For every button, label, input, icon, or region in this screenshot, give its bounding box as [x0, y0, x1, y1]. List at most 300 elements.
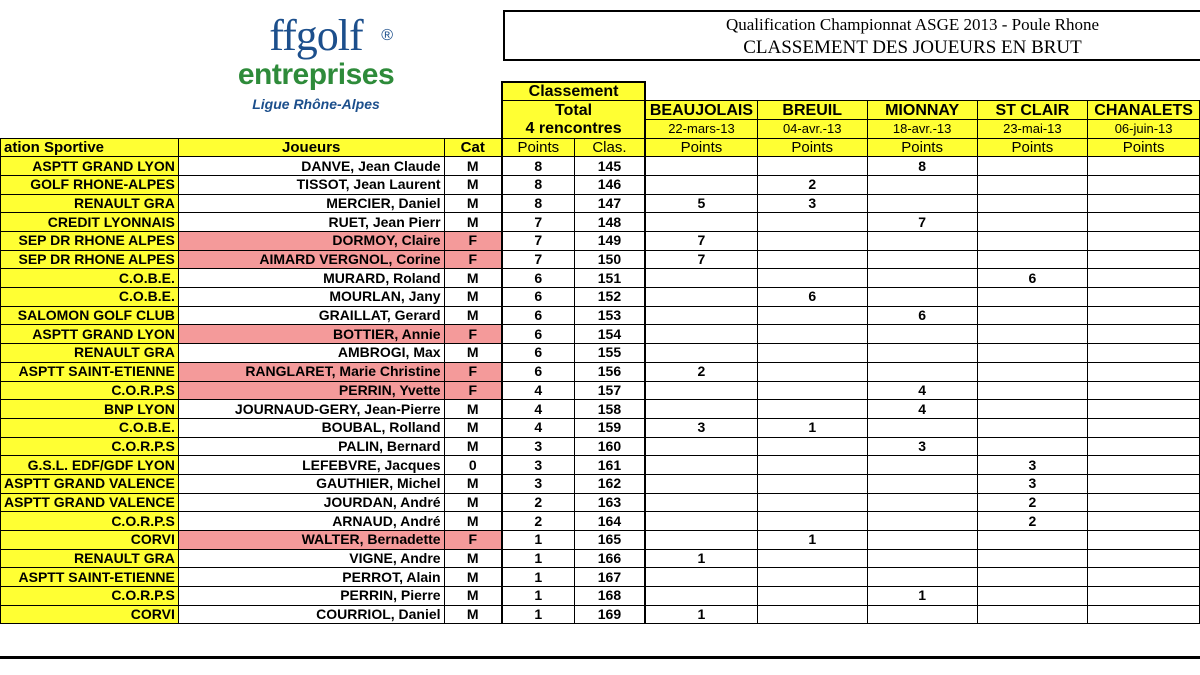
event-points-cell: 1 [645, 605, 757, 624]
asso-cell: ASPTT GRAND LYON [1, 157, 179, 176]
event-points-cell [757, 400, 867, 419]
player-name-cell: RUET, Jean Pierr [178, 213, 444, 232]
event-points-cell: 2 [977, 512, 1088, 531]
event-points-cell [867, 474, 977, 493]
total-points-cell: 2 [502, 493, 574, 512]
event-points-cell [867, 325, 977, 344]
asso-cell: BNP LYON [1, 400, 179, 419]
category-cell: M [444, 306, 502, 325]
rank-cell: 153 [574, 306, 645, 325]
asso-cell: C.O.R.P.S [1, 512, 179, 531]
event-points-cell [977, 568, 1088, 587]
asso-cell: CORVI [1, 531, 179, 550]
event-points-cell [757, 344, 867, 363]
category-cell: F [444, 362, 502, 381]
event-breuil-header: BREUIL [757, 101, 867, 120]
event-points-header: Points [757, 138, 867, 157]
total-points-cell: 6 [502, 344, 574, 363]
rank-cell: 165 [574, 531, 645, 550]
total-points-cell: 4 [502, 381, 574, 400]
event-points-cell [757, 269, 867, 288]
rank-cell: 169 [574, 605, 645, 624]
total-points-cell: 1 [502, 605, 574, 624]
cat-column-header: Cat [444, 138, 502, 157]
event-points-cell [757, 549, 867, 568]
event-date: 06-juin-13 [1088, 119, 1200, 138]
table-row [1, 325, 1200, 344]
category-cell: F [444, 325, 502, 344]
ranking-table [0, 81, 1200, 624]
event-points-cell [645, 474, 757, 493]
event-points-cell: 3 [645, 418, 757, 437]
total-header: Total [502, 101, 645, 120]
player-name-cell: ARNAUD, André [178, 512, 444, 531]
event-stclair-header: ST CLAIR [977, 101, 1088, 120]
table-row [1, 175, 1200, 194]
header-row-4 [1, 138, 1200, 157]
category-cell: 0 [444, 456, 502, 475]
event-points-cell [645, 568, 757, 587]
category-cell: M [444, 194, 502, 213]
event-points-cell: 3 [867, 437, 977, 456]
event-points-cell: 3 [977, 474, 1088, 493]
event-points-cell: 6 [757, 288, 867, 307]
table-row [1, 418, 1200, 437]
event-points-cell [645, 493, 757, 512]
asso-cell: ASPTT SAINT-ETIENNE [1, 362, 179, 381]
event-points-cell [867, 493, 977, 512]
event-points-cell: 7 [645, 250, 757, 269]
event-mionnay-header: MIONNAY [867, 101, 977, 120]
event-points-cell [977, 232, 1088, 251]
asso-cell: C.O.B.E. [1, 418, 179, 437]
rank-cell: 145 [574, 157, 645, 176]
event-points-cell [977, 325, 1088, 344]
category-cell: M [444, 418, 502, 437]
event-date: 23-mai-13 [977, 119, 1088, 138]
event-points-cell [977, 306, 1088, 325]
total-points-cell: 1 [502, 531, 574, 550]
total-points-cell: 3 [502, 474, 574, 493]
event-points-cell [1088, 531, 1200, 550]
logo-registered-mark: ® [381, 27, 392, 44]
event-points-cell [757, 250, 867, 269]
event-points-cell [867, 175, 977, 194]
event-points-cell [977, 549, 1088, 568]
player-name-cell: PERROT, Alain [178, 568, 444, 587]
page-subtitle: CLASSEMENT DES JOUEURS EN BRUT [743, 37, 1082, 58]
event-points-cell [645, 344, 757, 363]
event-points-cell [1088, 418, 1200, 437]
player-name-cell: LEFEBVRE, Jacques [178, 456, 444, 475]
total-points-cell: 1 [502, 568, 574, 587]
event-beaujolais-header: BEAUJOLAIS [645, 101, 757, 120]
event-points-cell [977, 587, 1088, 606]
total-points-cell: 7 [502, 250, 574, 269]
event-points-cell: 1 [867, 587, 977, 606]
category-cell: M [444, 474, 502, 493]
category-cell: M [444, 549, 502, 568]
event-points-cell [645, 269, 757, 288]
asso-cell: C.O.R.P.S [1, 381, 179, 400]
asso-cell: CREDIT LYONNAIS [1, 213, 179, 232]
rank-cell: 155 [574, 344, 645, 363]
category-cell: M [444, 400, 502, 419]
category-cell: M [444, 157, 502, 176]
event-points-cell [977, 437, 1088, 456]
asso-cell: GOLF RHONE-ALPES [1, 175, 179, 194]
event-points-cell [645, 456, 757, 475]
event-points-cell [867, 456, 977, 475]
event-points-cell [1088, 157, 1200, 176]
event-points-header: Points [645, 138, 757, 157]
event-points-cell [1088, 213, 1200, 232]
category-cell: F [444, 232, 502, 251]
rank-cell: 166 [574, 549, 645, 568]
table-row [1, 362, 1200, 381]
event-date: 04-avr.-13 [757, 119, 867, 138]
event-points-cell [867, 568, 977, 587]
event-points-cell: 2 [977, 493, 1088, 512]
event-points-cell [645, 531, 757, 550]
asso-cell: ASPTT GRAND VALENCE [1, 474, 179, 493]
player-name-cell: TISSOT, Jean Laurent [178, 175, 444, 194]
category-cell: M [444, 344, 502, 363]
classement-header: Classement [502, 82, 645, 101]
event-points-cell [977, 418, 1088, 437]
event-points-cell [757, 493, 867, 512]
event-points-cell: 2 [757, 175, 867, 194]
total-points-cell: 6 [502, 288, 574, 307]
player-name-cell: COURRIOL, Daniel [178, 605, 444, 624]
event-points-cell [645, 381, 757, 400]
event-points-cell [977, 531, 1088, 550]
player-name-cell: MERCIER, Daniel [178, 194, 444, 213]
table-row [1, 512, 1200, 531]
category-cell: M [444, 437, 502, 456]
event-points-cell [977, 194, 1088, 213]
asso-cell: CORVI [1, 605, 179, 624]
asso-cell: G.S.L. EDF/GDF LYON [1, 456, 179, 475]
event-points-cell [867, 250, 977, 269]
event-points-header: Points [867, 138, 977, 157]
event-points-cell [867, 549, 977, 568]
category-cell: M [444, 269, 502, 288]
table-row [1, 213, 1200, 232]
event-points-cell [977, 400, 1088, 419]
table-row [1, 250, 1200, 269]
event-points-cell [867, 418, 977, 437]
category-cell: F [444, 531, 502, 550]
rank-cell: 157 [574, 381, 645, 400]
total-points-cell: 7 [502, 232, 574, 251]
event-points-cell [1088, 232, 1200, 251]
rank-cell: 149 [574, 232, 645, 251]
table-row [1, 437, 1200, 456]
table-row [1, 400, 1200, 419]
event-points-cell [1088, 456, 1200, 475]
event-points-cell [757, 568, 867, 587]
player-name-cell: AMBROGI, Max [178, 344, 444, 363]
total-points-cell: 3 [502, 437, 574, 456]
category-cell: M [444, 568, 502, 587]
total-points-cell: 1 [502, 549, 574, 568]
event-points-cell [1088, 288, 1200, 307]
total-points-cell: 6 [502, 325, 574, 344]
header-row-3 [1, 119, 1200, 138]
total-points-cell: 4 [502, 400, 574, 419]
event-points-cell [867, 531, 977, 550]
rencontres-header: 4 rencontres [502, 119, 645, 138]
event-points-cell: 1 [757, 531, 867, 550]
category-cell: F [444, 250, 502, 269]
total-points-cell: 6 [502, 362, 574, 381]
event-points-cell [1088, 362, 1200, 381]
event-points-cell [757, 605, 867, 624]
header-row-2 [1, 101, 1200, 120]
logo-ligue-text: Ligue Rhône-Alpes [252, 96, 380, 112]
event-points-cell [977, 344, 1088, 363]
player-name-cell: GAUTHIER, Michel [178, 474, 444, 493]
event-points-cell [1088, 605, 1200, 624]
event-points-cell: 6 [977, 269, 1088, 288]
event-points-cell [977, 288, 1088, 307]
event-date: 22-mars-13 [645, 119, 757, 138]
asso-cell: C.O.B.E. [1, 269, 179, 288]
rank-cell: 160 [574, 437, 645, 456]
category-cell: M [444, 175, 502, 194]
event-points-cell [757, 437, 867, 456]
player-name-cell: DANVE, Jean Claude [178, 157, 444, 176]
table-row [1, 194, 1200, 213]
joueurs-column-header: Joueurs [178, 138, 444, 157]
rank-cell: 167 [574, 568, 645, 587]
category-cell: M [444, 587, 502, 606]
event-points-cell [867, 344, 977, 363]
table-row [1, 605, 1200, 624]
player-name-cell: MURARD, Roland [178, 269, 444, 288]
player-name-cell: PALIN, Bernard [178, 437, 444, 456]
event-chanalets-header: CHANALETS [1088, 101, 1200, 120]
logo-entreprises-text: entreprises [237, 58, 395, 91]
event-points-cell [867, 288, 977, 307]
event-points-cell [1088, 381, 1200, 400]
asso-cell: RENAULT GRA [1, 194, 179, 213]
event-points-cell [977, 250, 1088, 269]
event-points-cell [645, 288, 757, 307]
event-points-cell [1088, 250, 1200, 269]
rank-cell: 162 [574, 474, 645, 493]
table-row [1, 344, 1200, 363]
event-points-cell [867, 232, 977, 251]
rank-cell: 158 [574, 400, 645, 419]
event-points-cell [1088, 587, 1200, 606]
event-points-cell [1088, 549, 1200, 568]
rank-cell: 164 [574, 512, 645, 531]
event-points-cell [977, 605, 1088, 624]
asso-cell: C.O.R.P.S [1, 587, 179, 606]
event-points-cell: 7 [645, 232, 757, 251]
event-points-cell [645, 175, 757, 194]
table-row [1, 493, 1200, 512]
table-row [1, 587, 1200, 606]
table-row [1, 232, 1200, 251]
event-date: 18-avr.-13 [867, 119, 977, 138]
event-points-cell [1088, 325, 1200, 344]
player-name-cell: BOUBAL, Rolland [178, 418, 444, 437]
rank-cell: 147 [574, 194, 645, 213]
player-name-cell: JOURDAN, André [178, 493, 444, 512]
event-points-cell [1088, 269, 1200, 288]
clas-column-header: Clas. [574, 138, 645, 157]
event-points-cell [1088, 400, 1200, 419]
event-points-cell [867, 512, 977, 531]
asso-column-header: ation Sportive [1, 138, 179, 157]
table-row [1, 474, 1200, 493]
asso-cell: ASPTT SAINT-ETIENNE [1, 568, 179, 587]
rank-cell: 156 [574, 362, 645, 381]
category-cell: M [444, 605, 502, 624]
event-points-cell: 1 [645, 549, 757, 568]
table-row [1, 269, 1200, 288]
player-name-cell: PERRIN, Pierre [178, 587, 444, 606]
logo-ff: ffgolf [269, 11, 363, 60]
asso-cell: ASPTT GRAND VALENCE [1, 493, 179, 512]
event-points-cell [645, 512, 757, 531]
player-name-cell: AIMARD VERGNOL, Corine [178, 250, 444, 269]
event-points-cell [1088, 493, 1200, 512]
event-points-cell [757, 213, 867, 232]
player-name-cell: WALTER, Bernadette [178, 531, 444, 550]
asso-cell: SALOMON GOLF CLUB [1, 306, 179, 325]
rank-cell: 152 [574, 288, 645, 307]
rank-cell: 159 [574, 418, 645, 437]
table-row [1, 381, 1200, 400]
player-name-cell: RANGLARET, Marie Christine [178, 362, 444, 381]
asso-cell: ASPTT GRAND LYON [1, 325, 179, 344]
player-name-cell: BOTTIER, Annie [178, 325, 444, 344]
rank-cell: 154 [574, 325, 645, 344]
table-row [1, 157, 1200, 176]
rank-cell: 146 [574, 175, 645, 194]
event-points-cell [1088, 512, 1200, 531]
event-points-cell [645, 400, 757, 419]
event-points-cell [757, 587, 867, 606]
event-points-cell [645, 213, 757, 232]
category-cell: M [444, 213, 502, 232]
table-row [1, 549, 1200, 568]
event-points-header: Points [977, 138, 1088, 157]
event-points-cell [757, 512, 867, 531]
player-name-cell: GRAILLAT, Gerard [178, 306, 444, 325]
total-points-cell: 6 [502, 306, 574, 325]
event-points-cell: 5 [645, 194, 757, 213]
rank-cell: 163 [574, 493, 645, 512]
event-points-cell [867, 605, 977, 624]
event-points-header: Points [1088, 138, 1200, 157]
event-points-cell [1088, 474, 1200, 493]
rank-cell: 148 [574, 213, 645, 232]
event-points-cell: 3 [977, 456, 1088, 475]
player-name-cell: DORMOY, Claire [178, 232, 444, 251]
event-points-cell [867, 269, 977, 288]
event-points-cell: 7 [867, 213, 977, 232]
total-points-cell: 8 [502, 194, 574, 213]
table-row [1, 456, 1200, 475]
event-points-cell [757, 456, 867, 475]
header-row-1 [1, 82, 1200, 101]
event-points-cell [977, 157, 1088, 176]
event-points-cell [645, 306, 757, 325]
asso-cell: SEP DR RHONE ALPES [1, 250, 179, 269]
event-points-cell [977, 175, 1088, 194]
total-points-cell: 1 [502, 587, 574, 606]
event-points-cell: 1 [757, 418, 867, 437]
event-points-cell [1088, 344, 1200, 363]
rank-cell: 168 [574, 587, 645, 606]
asso-cell: C.O.B.E. [1, 288, 179, 307]
event-points-cell [1088, 437, 1200, 456]
total-points-cell: 3 [502, 456, 574, 475]
player-name-cell: VIGNE, Andre [178, 549, 444, 568]
category-cell: M [444, 493, 502, 512]
event-points-cell [1088, 194, 1200, 213]
event-points-cell [867, 194, 977, 213]
total-points-cell: 8 [502, 157, 574, 176]
rank-cell: 150 [574, 250, 645, 269]
event-points-cell [645, 587, 757, 606]
event-points-cell [977, 381, 1088, 400]
category-cell: F [444, 381, 502, 400]
event-points-cell [977, 362, 1088, 381]
table-row [1, 288, 1200, 307]
event-points-cell: 3 [757, 194, 867, 213]
event-points-cell: 4 [867, 400, 977, 419]
event-points-cell: 8 [867, 157, 977, 176]
event-points-cell [757, 232, 867, 251]
page-title: Qualification Championnat ASGE 2013 - Poule Rhone [725, 15, 1099, 34]
event-points-cell [757, 362, 867, 381]
total-points-cell: 2 [502, 512, 574, 531]
table-row [1, 531, 1200, 550]
bottom-rule [0, 656, 1200, 659]
asso-cell: C.O.R.P.S [1, 437, 179, 456]
event-points-cell [757, 306, 867, 325]
event-points-cell [867, 362, 977, 381]
event-points-cell [645, 437, 757, 456]
rank-cell: 161 [574, 456, 645, 475]
category-cell: M [444, 512, 502, 531]
player-name-cell: PERRIN, Yvette [178, 381, 444, 400]
logo-ffgolf-text [226, 11, 406, 60]
event-points-cell [757, 474, 867, 493]
event-points-cell [977, 213, 1088, 232]
event-points-cell [757, 381, 867, 400]
rank-cell: 151 [574, 269, 645, 288]
event-points-cell: 4 [867, 381, 977, 400]
total-points-cell: 6 [502, 269, 574, 288]
total-points-cell: 8 [502, 175, 574, 194]
player-name-cell: JOURNAUD-GERY, Jean-Pierre [178, 400, 444, 419]
asso-cell: RENAULT GRA [1, 344, 179, 363]
asso-cell: RENAULT GRA [1, 549, 179, 568]
title-box [503, 10, 1200, 61]
event-points-cell [645, 325, 757, 344]
total-points-cell: 7 [502, 213, 574, 232]
event-points-cell [1088, 175, 1200, 194]
total-points-cell: 4 [502, 418, 574, 437]
points-column-header: Points [502, 138, 574, 157]
